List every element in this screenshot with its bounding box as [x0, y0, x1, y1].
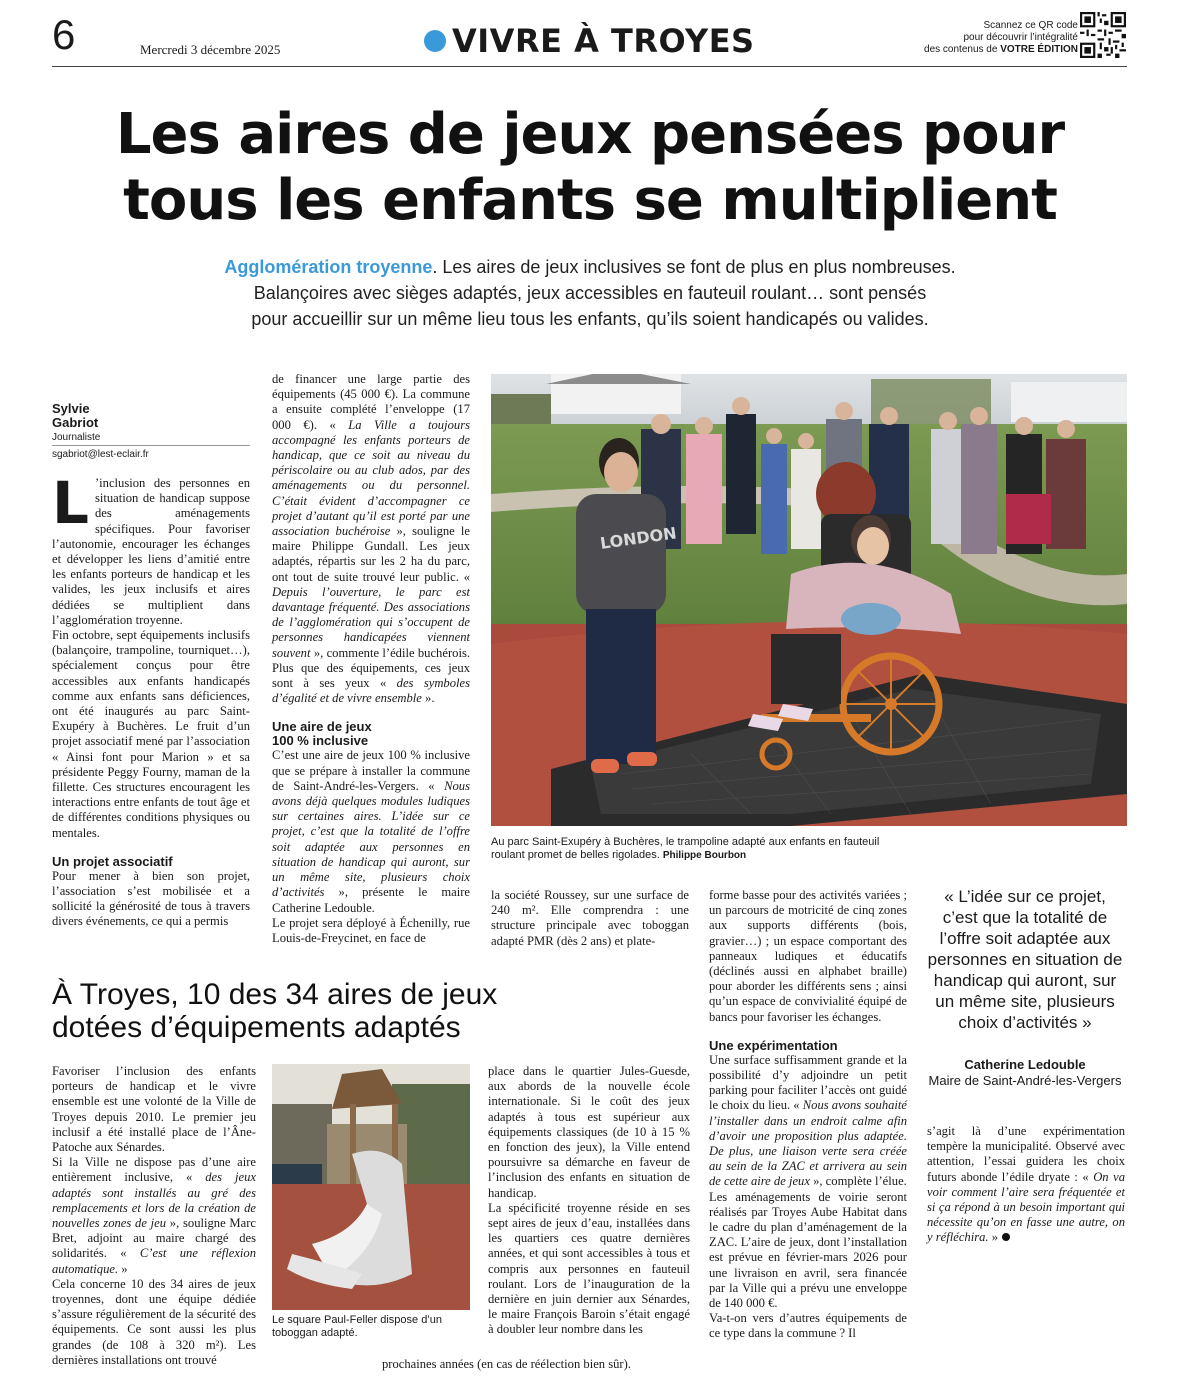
qr-code-icon[interactable]	[1080, 12, 1126, 58]
qr-line-3-text: des contenus de	[924, 44, 1001, 55]
text: s’agit là d’une expérimentation tempère la municipalité. Observé avec attention, l’essai guidera les choix futurs abonde l’édile dryate : «	[927, 1124, 1125, 1184]
sidebar-column-1	[52, 1064, 256, 1368]
quote-text: des symboles d’égalité et de vivre ensemble	[272, 676, 470, 706]
paragraph: Le projet sera déployé à Échenilly, rue Louis-de-Freycinet, en face de	[272, 915, 470, 945]
trampoline-photo	[491, 374, 1127, 826]
subhead-line-2: 100 % inclusive	[272, 733, 369, 749]
text: », complète l’élue.	[809, 1174, 907, 1189]
quote-text: des jeux adaptés sont installés au gré des remplacements et lors de la création de nouvelles zones de jeu	[52, 1170, 256, 1231]
article-column-1	[52, 469, 250, 930]
article-standfirst	[150, 254, 1030, 332]
article-column-3	[491, 888, 689, 949]
quote-text: Nous avons souhaité l’installer dans un endroit calme afin d’avoir une proposition plus adaptée. De plus, une liaison verte sera créée au sein de la ZAC et arrivera au sein de cette aire de jeux	[709, 1098, 908, 1189]
standfirst-line-1	[150, 254, 1030, 280]
paragraph-intro-text: ’inclusion des personnes en situation de handicap suppose des aménagements spécifiques. Pour favoriser l’autonomie, encourager les échanges et développer les liens d’amitié entre les enfants porteurs de handicap et les valides, les jeux inclusifs et aires dédiées se multiplient dans l’agglomération troyenne.	[52, 476, 250, 627]
standfirst-line-3: pour accueillir sur un même lieu tous les enfants, qu’ils soient handicapés ou valides.	[251, 309, 929, 329]
paragraph: prochaines années (en cas de réélection bien sûr).	[382, 1357, 631, 1371]
paragraph	[709, 1053, 907, 1190]
author-email[interactable]: sgabriot@lest-eclair.fr	[52, 449, 149, 460]
pull-quote: « L’idée sur ce projet, c’est que la totalité de l’offre soit adaptée aux personnes en situation de handicap qui auront, sur un même site, plusieurs choix d’activités »	[927, 887, 1123, 1032]
article-headline	[40, 102, 1140, 234]
text: ».	[421, 691, 435, 706]
issue-date: Mercredi 3 décembre 2025	[140, 42, 281, 57]
text: »	[988, 1230, 999, 1245]
quote-text: La Ville a toujours accompagné les enfants porteurs de handicap, que ce soit au niveau du périscolaire ou au club ados, par des aménagements ou du personnel. C’était évident d’accompagner ce projet d’autant qu’il est porté par une association buchéroise	[272, 417, 470, 539]
qr-line-1: Scannez ce QR code	[983, 20, 1078, 31]
subhead-aire-inclusive	[272, 720, 470, 748]
pull-quote-role: Maire de Saint-André-les-Vergers	[928, 1073, 1122, 1088]
paragraph: la société Roussey, sur une surface de 240 m². Elle comprendra : une structure principale avec toboggan adapté PMR (dès 2 ans) et plate-	[491, 888, 689, 948]
sidebar-ending-line	[382, 1357, 692, 1372]
headline-line-1: Les aires de jeux pensées pour	[115, 102, 1065, 167]
author-last-name: Gabriot	[52, 415, 99, 430]
drop-cap: L	[52, 469, 89, 537]
author-first-name: Sylvie	[52, 401, 90, 416]
article-column-5	[927, 1124, 1125, 1246]
text: Si la Ville ne dispose pas d’une aire entièrement inclusive, «	[52, 1155, 256, 1185]
text: », souligne le maire Philippe Gundall. Les jeux adaptés, répartis sur les 2 ha du parc, ont tout de suite trouvé leur public. «	[272, 524, 471, 584]
photo-caption	[491, 836, 891, 862]
photo-caption-text: Au parc Saint-Exupéry à Buchères, le trampoline adapté aux enfants en fauteuil roulant promet de belles rigolades.	[491, 836, 880, 861]
paragraph	[272, 748, 470, 915]
qr-instructions	[900, 20, 1078, 56]
paragraph: place dans le quartier Jules-Guesde, aux abords de la nouvelle école internationale. Si le coût des jeux adaptés à tous est supérieur aux équipements classiques (de 10 à 15 % en fonction des jeux), la Ville entend poursuivre sa démarche en faveur de l’inclusion des enfants en situation de handicap.	[488, 1064, 690, 1200]
paragraph: Les aménagements de voirie seront réalisés par Troyes Aube Habitat dans le cadre du plan d’aménagement de la ZAC. L’aire de jeux, dont l’installation est prévue en février-mars 2026 pour une livraison en avril, sera financée par la Ville qui a prévu une enveloppe de 140 000 €.	[709, 1189, 907, 1311]
text: »	[118, 1261, 128, 1276]
text: Une surface suffisamment grande et la possibilité d’y adjoindre un petit parking pour faciliter l’accès ont guidé le choix du lieu. «	[709, 1052, 907, 1113]
text: », commente l’édile buchérois. Plus que des équipements, ces jeux sont à ses yeux «	[272, 645, 470, 691]
text: », présente le maire Catherine Ledouble.	[272, 885, 470, 915]
section-title-text: VIVRE À TROYES	[452, 22, 755, 60]
paragraph: Cela concerne 10 des 34 aires de jeux troyennes, dont une équipe dédiée s’assure régulièrement de la sécurité des équipements. Ce sont aussi les plus grandes (de 108 à 320 m²). Les dernières installations ont trouvé	[52, 1276, 256, 1367]
paragraph-intro	[52, 469, 250, 628]
subhead-line-1: Une aire de jeux	[272, 719, 372, 735]
paragraph: Favoriser l’inclusion des enfants porteurs de handicap et le vivre ensemble est une volonté de la Ville de Troyes depuis 2010. Le premier jeu inclusif a été installé place de l’Âne-Patoche aux Sénardes.	[52, 1064, 256, 1155]
quote-text: Depuis l’ouverture, le parc est davantage fréquenté. Des associations de l’agglomération qui s’occupent de personnes handicapées viennent souvent	[272, 584, 470, 660]
subhead-experimentation: Une expérimentation	[709, 1037, 838, 1053]
qr-line-3	[900, 44, 1078, 56]
text: », souligne Marc Bret, adjoint au maire chargé des solidarités. «	[52, 1216, 256, 1261]
toboggan-photo	[272, 1064, 470, 1310]
qr-line-2: pour découvrir l’intégralité	[963, 32, 1078, 43]
pull-quote-name: Catherine Ledouble	[964, 1057, 1086, 1072]
paragraph	[52, 1155, 256, 1277]
svg-text:LONDON: LONDON	[598, 523, 678, 553]
subhead-projet-associatif: Un projet associatif	[52, 853, 173, 869]
sidebar-headline-line-1: À Troyes, 10 des 34 aires de jeux	[52, 978, 498, 1011]
sidebar-column-3	[488, 1064, 690, 1338]
page-number: 6	[52, 11, 76, 58]
paragraph: Pour mener à bien son projet, l’association s’est mobilisée et a sollicité la générosité de tous à travers divers événements, ce qui a permis	[52, 868, 250, 929]
headline-line-2: tous les enfants se multiplient	[123, 168, 1057, 233]
paragraph: Va-t-on vers d’autres équipements de ce type dans la commune ? Il	[709, 1311, 907, 1341]
paragraph: forme basse pour des activités variées ; un parcours de motricité de cinq zones aux supports différents (bois, gravier…) ; un espace comportant des panneaux ludiques et éducatifs (déclinés aussi en alphabet braille) pour aborder les différents sens ; ainsi qu’un espace de convivialité équipé de bancs pour favoriser les échanges.	[709, 888, 907, 1024]
qr-line-3-bold: VOTRE ÉDITION	[1000, 44, 1078, 55]
paragraph: Fin octobre, sept équipements inclusifs (balançoire, trampoline, tourniquet…), spécialement conçus pour être accessibles aux enfants handicapés comme aux enfants sans déficiences, ont été inaugurés au parc Saint-Exupéry à Buchères. Le fruit d’un projet associatif mené par l’association « Ainsi font pour Marion » et sa présidente Peggy Fourny, maman de la fillette. Ces structures encouragent les interactions entre enfants de tout âge et de différentes conditions physiques ou mentales.	[52, 628, 250, 840]
photo-credit: Philippe Bourbon	[662, 850, 747, 861]
header-divider	[52, 66, 1127, 67]
quote-text: On va voir comment l’aire sera fréquentée et si ça répond à un besoin important qui nécessite qu’on en fasse une autre, on y réfléchira.	[927, 1169, 1125, 1245]
text: C’est une aire de jeux 100 % inclusive que se prépare à installer la commune de Saint-André-les-Vergers. «	[272, 748, 470, 793]
quote-text: C’est une réflexion automatique.	[52, 1246, 256, 1276]
photo-2-caption: Le square Paul-Feller dispose d’un toboggan adapté.	[272, 1314, 442, 1339]
standfirst-text-1: . Les aires de jeux inclusives se font de plus en plus nombreuses.	[432, 257, 956, 277]
quote-text: Nous avons déjà quelques modules ludiques sur certaines aires. L’idée sur ce projet, c’est que la totalité de l’offre soit adaptée aux personnes en situation de handicap qui auront, sur un même site, plusieurs choix d’activités	[272, 778, 470, 900]
standfirst-line-2: Balançoires avec sièges adaptés, jeux accessibles en fauteuil roulant… sont pensés	[253, 283, 927, 303]
paragraph: La spécificité troyenne réside en ses sept aires de jeux d’eau, installées dans les quartiers ces quatre dernières années, et qui sont accessibles à tous et compris aux personnes en fauteuil roulant. Lors de l’inauguration de la dernière en juin dernier aux Sénardes, le maire François Baroin s’était engagé à doubler leur nombre dans les	[488, 1200, 690, 1337]
paragraph	[927, 1124, 1125, 1246]
end-of-article-icon	[1002, 1233, 1010, 1241]
article-column-2	[272, 372, 470, 946]
standfirst-lead: Agglomération troyenne	[224, 257, 433, 277]
text: de financer une large partie des équipements (45 000 €). La commune a ensuite complété l’enveloppe (17 000 €). «	[272, 372, 470, 432]
author-block	[52, 402, 250, 460]
paragraph	[272, 372, 470, 706]
article-column-4	[709, 888, 907, 1342]
pull-quote-attribution	[925, 1057, 1125, 1089]
section-title	[424, 22, 755, 60]
sidebar-headline	[52, 978, 572, 1044]
author-role: Journaliste	[52, 432, 250, 446]
sidebar-headline-line-2: dotées d’équipements adaptés	[52, 1011, 461, 1044]
section-dot-icon	[424, 30, 446, 52]
